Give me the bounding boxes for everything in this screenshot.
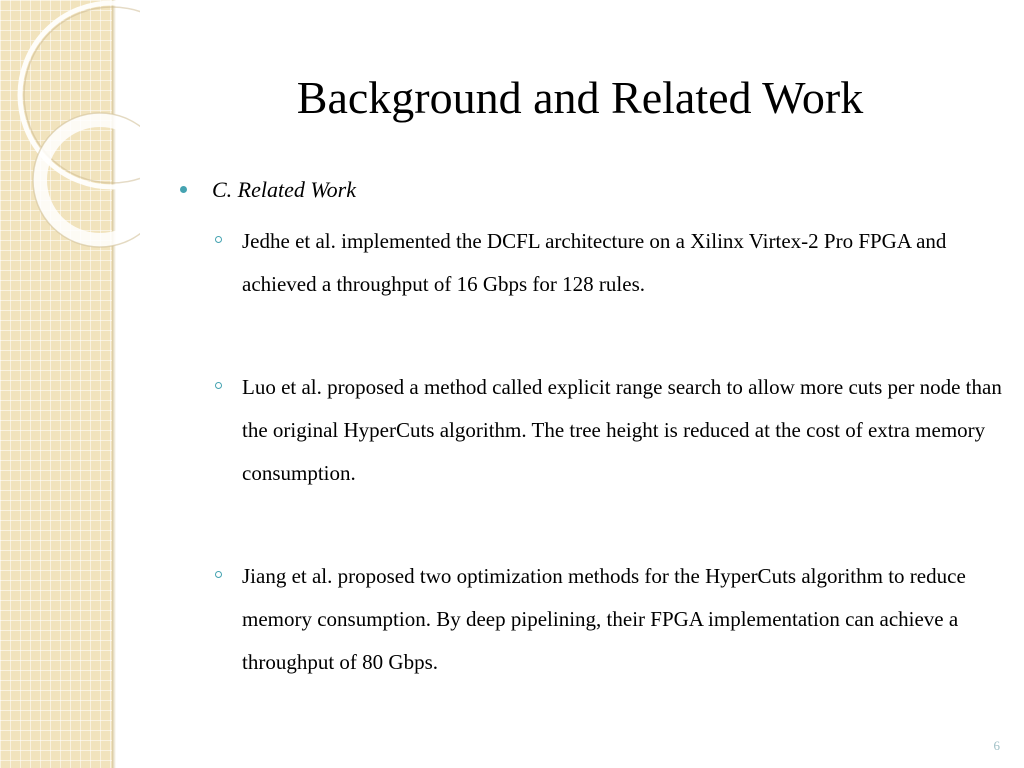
decorative-rings-graphic	[0, 0, 140, 260]
slide-title: Background and Related Work	[296, 72, 864, 123]
section-heading: C. Related Work	[212, 177, 356, 202]
filled-bullet-icon	[180, 186, 187, 193]
section-heading-item	[180, 172, 1000, 208]
list-item	[180, 555, 1002, 684]
list-item	[180, 220, 1002, 306]
list-item	[180, 366, 1002, 495]
list-item-text: Luo et al. proposed a method called explicit range search to allow more cuts per node than the original HyperCuts algorithm. The tree height is reduced at the cost of extra memory consumption.	[242, 375, 1002, 485]
list-item-text: Jiang et al. proposed two optimization methods for the HyperCuts algorithm to reduce memory consumption. By deep pipelining, their FPGA implementation can achieve a throughput of 80 Gbps.	[242, 564, 966, 674]
slide-number: 6	[993, 738, 1000, 753]
hollow-bullet-icon	[215, 571, 222, 578]
list-item-text: Jedhe et al. implemented the DCFL architecture on a Xilinx Virtex-2 Pro FPGA and achieved a throughput of 16 Gbps for 128 rules.	[242, 229, 947, 296]
slide-body	[180, 172, 1000, 684]
hollow-bullet-icon	[215, 236, 222, 243]
hollow-bullet-icon	[215, 382, 222, 389]
